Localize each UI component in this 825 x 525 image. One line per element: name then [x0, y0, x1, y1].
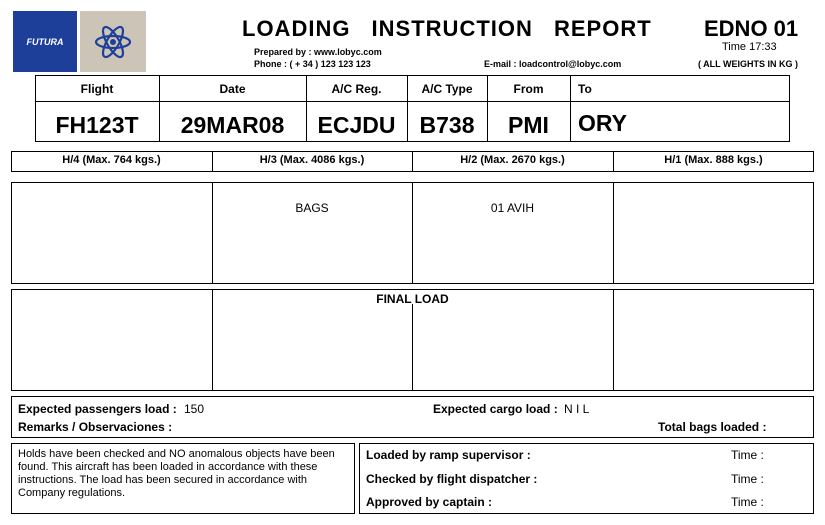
- final-load-label: FINAL LOAD: [376, 292, 449, 306]
- flight-value: FH123T: [55, 112, 139, 138]
- email: E-mail : loadcontrol@lobyc.com: [484, 59, 622, 69]
- passengers-value: 150: [184, 402, 205, 416]
- cargo-value: N I L: [564, 402, 590, 416]
- ramp-supervisor-label: Loaded by ramp supervisor :: [366, 448, 531, 462]
- hold-3-header: H/3 (Max. 4086 kgs.): [259, 154, 365, 166]
- hold-2-planned: 01 AVIH: [490, 201, 535, 215]
- prepared-by: Prepared by : www.lobyc.com: [254, 47, 382, 57]
- report-title: LOADING INSTRUCTION REPORT: [242, 16, 652, 41]
- reg-header: A/C Reg.: [331, 82, 382, 96]
- dispatcher-label: Checked by flight dispatcher :: [366, 472, 538, 486]
- phone: Phone : ( + 34 ) 123 123 123: [254, 59, 371, 69]
- report-time: Time 17:33: [722, 41, 777, 53]
- from-value: PMI: [508, 112, 549, 138]
- hold-4-header: H/4 (Max. 764 kgs.): [62, 154, 161, 166]
- hold-3-planned: BAGS: [295, 201, 329, 215]
- futura-logo: [13, 11, 77, 72]
- dispatcher-time-label: Time :: [731, 472, 764, 486]
- declaration-text: Holds have been checked and NO anomalous objects have been found. This aircraft has been loaded in accordance with these instructions. The load has been secured in accordance with Company regulations.: [18, 448, 335, 499]
- hold-1-header: H/1 (Max. 888 kgs.): [664, 154, 763, 166]
- passengers-label: Expected passengers load :: [18, 402, 177, 416]
- atom-emblem-icon: [80, 11, 146, 72]
- weights-note: ( ALL WEIGHTS IN KG ): [698, 59, 798, 69]
- type-header: A/C Type: [421, 82, 473, 96]
- captain-label: Approved by captain :: [366, 495, 493, 509]
- hold-2-header: H/2 (Max. 2670 kgs.): [460, 154, 565, 166]
- cargo-label: Expected cargo load :: [433, 402, 558, 416]
- edition-number: EDNO 01: [704, 16, 799, 41]
- from-header: From: [513, 82, 544, 96]
- remarks-label: Remarks / Observaciones :: [18, 420, 173, 434]
- to-header: To: [578, 82, 592, 96]
- date-value: 29MAR08: [180, 112, 285, 138]
- reg-value: ECJDU: [317, 112, 396, 138]
- to-value: ORY: [578, 110, 627, 136]
- ramp-time-label: Time :: [731, 448, 764, 462]
- captain-time-label: Time :: [731, 495, 764, 509]
- date-header: Date: [219, 82, 246, 96]
- type-value: B738: [419, 112, 475, 138]
- total-bags-label: Total bags loaded :: [658, 420, 767, 434]
- logo-text: FUTURA: [26, 36, 64, 47]
- flight-header: Flight: [80, 82, 114, 96]
